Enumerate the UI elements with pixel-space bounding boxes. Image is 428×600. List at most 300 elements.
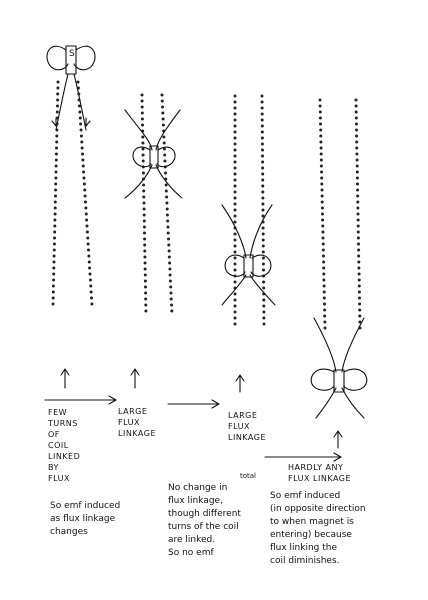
coil-dot [261,155,264,158]
coil-dot [90,297,93,300]
coil-dot [356,189,359,192]
coil-dot [261,143,264,146]
coil-dot [79,117,82,120]
coil-dot [234,233,237,236]
coil-dot [55,171,58,174]
coil-dot [262,245,265,248]
coil-dot [321,225,324,228]
coil-dot [262,263,265,266]
coil-dot [143,244,146,247]
coil-dot [142,190,145,193]
label-line: LINKAGE [228,433,266,442]
coil-dot [56,93,59,96]
right-arrow [168,400,219,408]
coil-dot [166,208,169,211]
label-line: LINKED [48,452,81,461]
coil-dot [170,292,173,295]
coil-dot [357,219,360,222]
coil-dot [320,183,323,186]
note-line: coil diminishes. [270,556,340,566]
coil-dot [167,244,170,247]
coil-dot [322,273,325,276]
coil-dot [323,285,326,288]
right-arrow [45,396,116,404]
coil-dot [234,161,237,164]
coil-dot [88,267,91,270]
coil-dot [356,207,359,210]
coil-dot [234,263,237,266]
coil-dot [143,226,146,229]
coil-dot [57,81,60,84]
note-line: turns of the coil [168,522,239,532]
coil-dot [261,101,264,104]
up-arrow [131,369,139,388]
coil-dot [170,304,173,307]
coil-dot [234,209,237,212]
stage-label-1 [47,408,80,483]
coil-dot [261,173,264,176]
coil-dot [357,225,360,228]
coil-dot [163,142,166,145]
coil-dot [168,268,171,271]
coil-dot [356,165,359,168]
coil-dot [319,111,322,114]
note-line: flux linkage, [168,496,223,506]
coil-dot [358,273,361,276]
coil-dot [322,237,325,240]
coil-dot [81,153,84,156]
label-line: FLUX [118,418,140,427]
coil-dot [321,213,324,216]
label-line: LARGE [228,411,258,420]
coil-dot [55,141,58,144]
coil-dot [88,261,91,264]
coil-dot [323,303,326,306]
coil-dot [320,165,323,168]
coil-dot [141,106,144,109]
coil-dot [89,279,92,282]
coil-dot [358,303,361,306]
coil-dot [321,201,324,204]
coil-dot [77,87,80,90]
coil-dot [261,203,264,206]
coil-dot [358,285,361,288]
coil-dot [322,243,325,246]
coil-dot [141,112,144,115]
coil-dot [142,172,145,175]
coil-dot [234,137,237,140]
coil-dot [56,111,59,114]
note-3 [270,491,366,566]
coil-dot [78,99,81,102]
coil-dot [144,280,147,283]
coil-dot [261,191,264,194]
coil-dot [141,142,144,145]
coil-dot [82,165,85,168]
coil-dot [321,219,324,222]
coil-dots [319,99,362,330]
coil-dot [52,285,55,288]
coil-dot [85,219,88,222]
coil-dot [55,159,58,162]
coil-dot [322,249,325,252]
coil-dot [144,292,147,295]
coil-dot [234,149,237,152]
note-line: changes [50,527,88,537]
coil-dot [166,214,169,217]
coil-dot [358,291,361,294]
field-lines [314,318,364,418]
coil-dot [355,141,358,144]
coil-dot [234,107,237,110]
note-1 [50,501,120,537]
coil-dot [319,141,322,144]
coil-dot [142,148,145,151]
coil-dot [234,215,237,218]
coil-dot [262,269,265,272]
coil-dot [170,310,173,313]
coil-dot [262,311,265,314]
note-line: (in opposite direction [270,504,366,514]
coil-dot [234,293,237,296]
coil-dot [261,161,264,164]
coil-dot [143,214,146,217]
coil-dot [321,189,324,192]
coil-dot [320,171,323,174]
coil-dot [52,267,55,270]
coil-dot [234,95,237,98]
coil-dot [358,315,361,318]
label-line: OF [48,430,60,439]
coil-dot [321,207,324,210]
coil-dot [143,256,146,259]
coil-dot [355,105,358,108]
coil-dots [234,95,266,326]
coil-dot [323,297,326,300]
coil-dot [357,255,360,258]
coil-dot [234,155,237,158]
coil-dot [54,213,57,216]
coil-dot [234,257,237,260]
coil-dot [165,190,168,193]
coil-dot [262,281,265,284]
note-line: No change in [168,483,228,493]
coil-dot [52,279,55,282]
stage-label-3 [228,411,266,442]
coil-dot [319,99,322,102]
coil-dot [52,273,55,276]
coil-dot [261,197,264,200]
coil-dot [355,117,358,120]
coil-dot [144,304,147,307]
coil-dot [262,299,265,302]
coil-dot [262,233,265,236]
coil-dot [234,299,237,302]
coil-dot [355,153,358,156]
coil-dot [80,129,83,132]
coil-dot [234,281,237,284]
stage-3-magnet-lower [222,95,275,326]
coil-dot [319,105,322,108]
note-line: So emf induced [270,491,341,501]
right-arrow [265,453,341,461]
coil-dot [162,118,165,121]
coil-dot [87,243,90,246]
note-line: entering) because [270,530,352,540]
coil-dot [262,239,265,242]
coil-dot [144,286,147,289]
coil-dot [355,135,358,138]
coil-dot [261,137,264,140]
coil-dot [262,257,265,260]
coil-dot [55,135,58,138]
coil-dot [320,153,323,156]
coil-dot [234,251,237,254]
coil-dot [356,195,359,198]
coil-dot [55,147,58,150]
coil-dot [321,195,324,198]
coil-dot [161,106,164,109]
coil-dot [52,297,55,300]
coil-dot [261,113,264,116]
label-line: FLUX [228,422,250,431]
coil-dot [355,99,358,102]
stage-label-4 [288,463,351,483]
coil-dot [161,94,164,97]
stage-label-2 [118,407,156,438]
coil-dot [144,268,147,271]
coil-dot [358,279,361,282]
coil-dot [82,171,85,174]
coil-dot [355,123,358,126]
coil-dot [320,147,323,150]
coil-dot [165,196,168,199]
coil-dot [86,225,89,228]
coil-dot [262,251,265,254]
coil-dot [87,249,90,252]
note-line: flux linking the [270,543,338,553]
coil-dot [234,125,237,128]
coil-dot [261,131,264,134]
coil-dot [355,111,358,114]
coil-dot [234,179,237,182]
note-line: though different [168,509,241,519]
coil-dot [83,183,86,186]
coil-dot [55,165,58,168]
coil-dot [234,305,237,308]
coil-dot [81,147,84,150]
coil-dot [86,237,89,240]
coil-dot [356,177,359,180]
coil-dot [84,195,87,198]
coil-dot [52,303,55,306]
coil-dot [261,95,264,98]
coil-dot [141,118,144,121]
coil-dot [234,191,237,194]
label-line: LARGE [118,407,148,416]
label-line: FLUX LINKAGE [288,474,352,483]
coil-dot [78,105,81,108]
stage-2-magnet-inside [125,94,182,313]
label-line: FEW [48,408,68,417]
coil-dots [52,81,94,306]
coil-dot [164,160,167,163]
coil-dot [262,317,265,320]
coil-dot [319,135,322,138]
coil-dot [144,274,147,277]
coil-dot [262,227,265,230]
note-2 [168,472,256,558]
coil-dot [358,297,361,300]
coil-dot [90,303,93,306]
label-line: HARDLY ANY [288,463,344,472]
label-line: TURNS [48,419,78,428]
coil-dot [161,112,164,115]
coil-dot [170,298,173,301]
coil-dot [141,124,144,127]
coil-dot [234,197,237,200]
coil-dot [54,189,57,192]
coil-dot [262,287,265,290]
label-line: BY [48,463,59,472]
coil-dot [53,243,56,246]
coil-dot [234,203,237,206]
coil-dot [169,274,172,277]
coil-dot [52,291,55,294]
coil-dot [144,298,147,301]
coil-dot [81,159,84,162]
coil-dot [261,185,264,188]
coil-dot [261,179,264,182]
coil-dot [356,159,359,162]
coil-dot [55,129,58,132]
coil-dot [143,208,146,211]
coil-dot [319,129,322,132]
coil-dot [80,141,83,144]
coil-dot [142,160,145,163]
coil-dot [234,239,237,242]
coil-dot [53,249,56,252]
coil-dot [54,183,57,186]
coil-dot [319,117,322,120]
coil-dot [54,207,57,210]
coil-dot [234,245,237,248]
coil-dot [234,173,237,176]
coil-dot [234,143,237,146]
coil-dot [167,226,170,229]
coil-dot [234,101,237,104]
coil-dot [56,87,59,90]
coil-dot [167,238,170,241]
coil-dot [143,220,146,223]
coil-dot [56,123,59,126]
coil-dot [143,232,146,235]
coil-dot [261,125,264,128]
coil-dot [142,184,145,187]
coil-dot [84,201,87,204]
up-arrow [334,431,342,448]
coil-dot [234,113,237,116]
note-line: are linked. [168,535,216,545]
coil-dot [234,185,237,188]
coil-dot [80,135,83,138]
coil-dot [234,323,237,326]
label-line: LINKAGE [118,429,156,438]
coil-dot [356,201,359,204]
coil-dot [324,327,327,330]
note-line: So no emf [168,548,214,558]
coil-dot [323,315,326,318]
coil-dot [168,262,171,265]
coil-dot [77,81,80,84]
coil-dot [262,305,265,308]
coil-dot [169,286,172,289]
coil-dot [84,207,87,210]
up-arrow [61,369,69,388]
label-line: COIL [48,441,69,450]
coil-dot [357,213,360,216]
note-line: to when magnet is [270,517,354,527]
coil-dot [141,94,144,97]
coil-dot [90,291,93,294]
coil-dot [234,119,237,122]
coil-dot [54,201,57,204]
coil-dot [323,291,326,294]
coil-dot [261,149,264,152]
coil-dot [142,154,145,157]
coil-dot [262,209,265,212]
coil-dot [261,167,264,170]
motion-arrows [45,369,342,461]
coil-dot [53,225,56,228]
coil-dot [163,154,166,157]
coil-dot [358,309,361,312]
coil-dot [53,255,56,258]
coil-dot [168,250,171,253]
coil-dot [142,196,145,199]
coil-dot [320,177,323,180]
coil-dot [55,153,58,156]
coil-dot [234,311,237,314]
coil-dot [85,213,88,216]
coil-dot [77,93,80,96]
coil-dot [234,317,237,320]
coil-dot [86,231,89,234]
coil-dot [141,100,144,103]
coil-dot [234,131,237,134]
coil-dot [234,221,237,224]
coil-dot [357,261,360,264]
coil-dot [234,269,237,272]
coil-dot [357,237,360,240]
stage-1-magnet-entering [47,46,95,306]
coil-dot [261,119,264,122]
coil-dot [234,167,237,170]
coil-dot [53,237,56,240]
up-arrow [236,375,244,392]
coil-dot [54,195,57,198]
coil-dot [357,231,360,234]
coil-dot [322,279,325,282]
coil-dot [83,177,86,180]
magnet-pole-label: S [69,49,75,59]
magnet-field-loops [133,147,175,167]
coil-dot [357,243,360,246]
coil-dot [355,147,358,150]
coil-dot [167,232,170,235]
coil-dot [168,256,171,259]
coil-dot [357,267,360,270]
